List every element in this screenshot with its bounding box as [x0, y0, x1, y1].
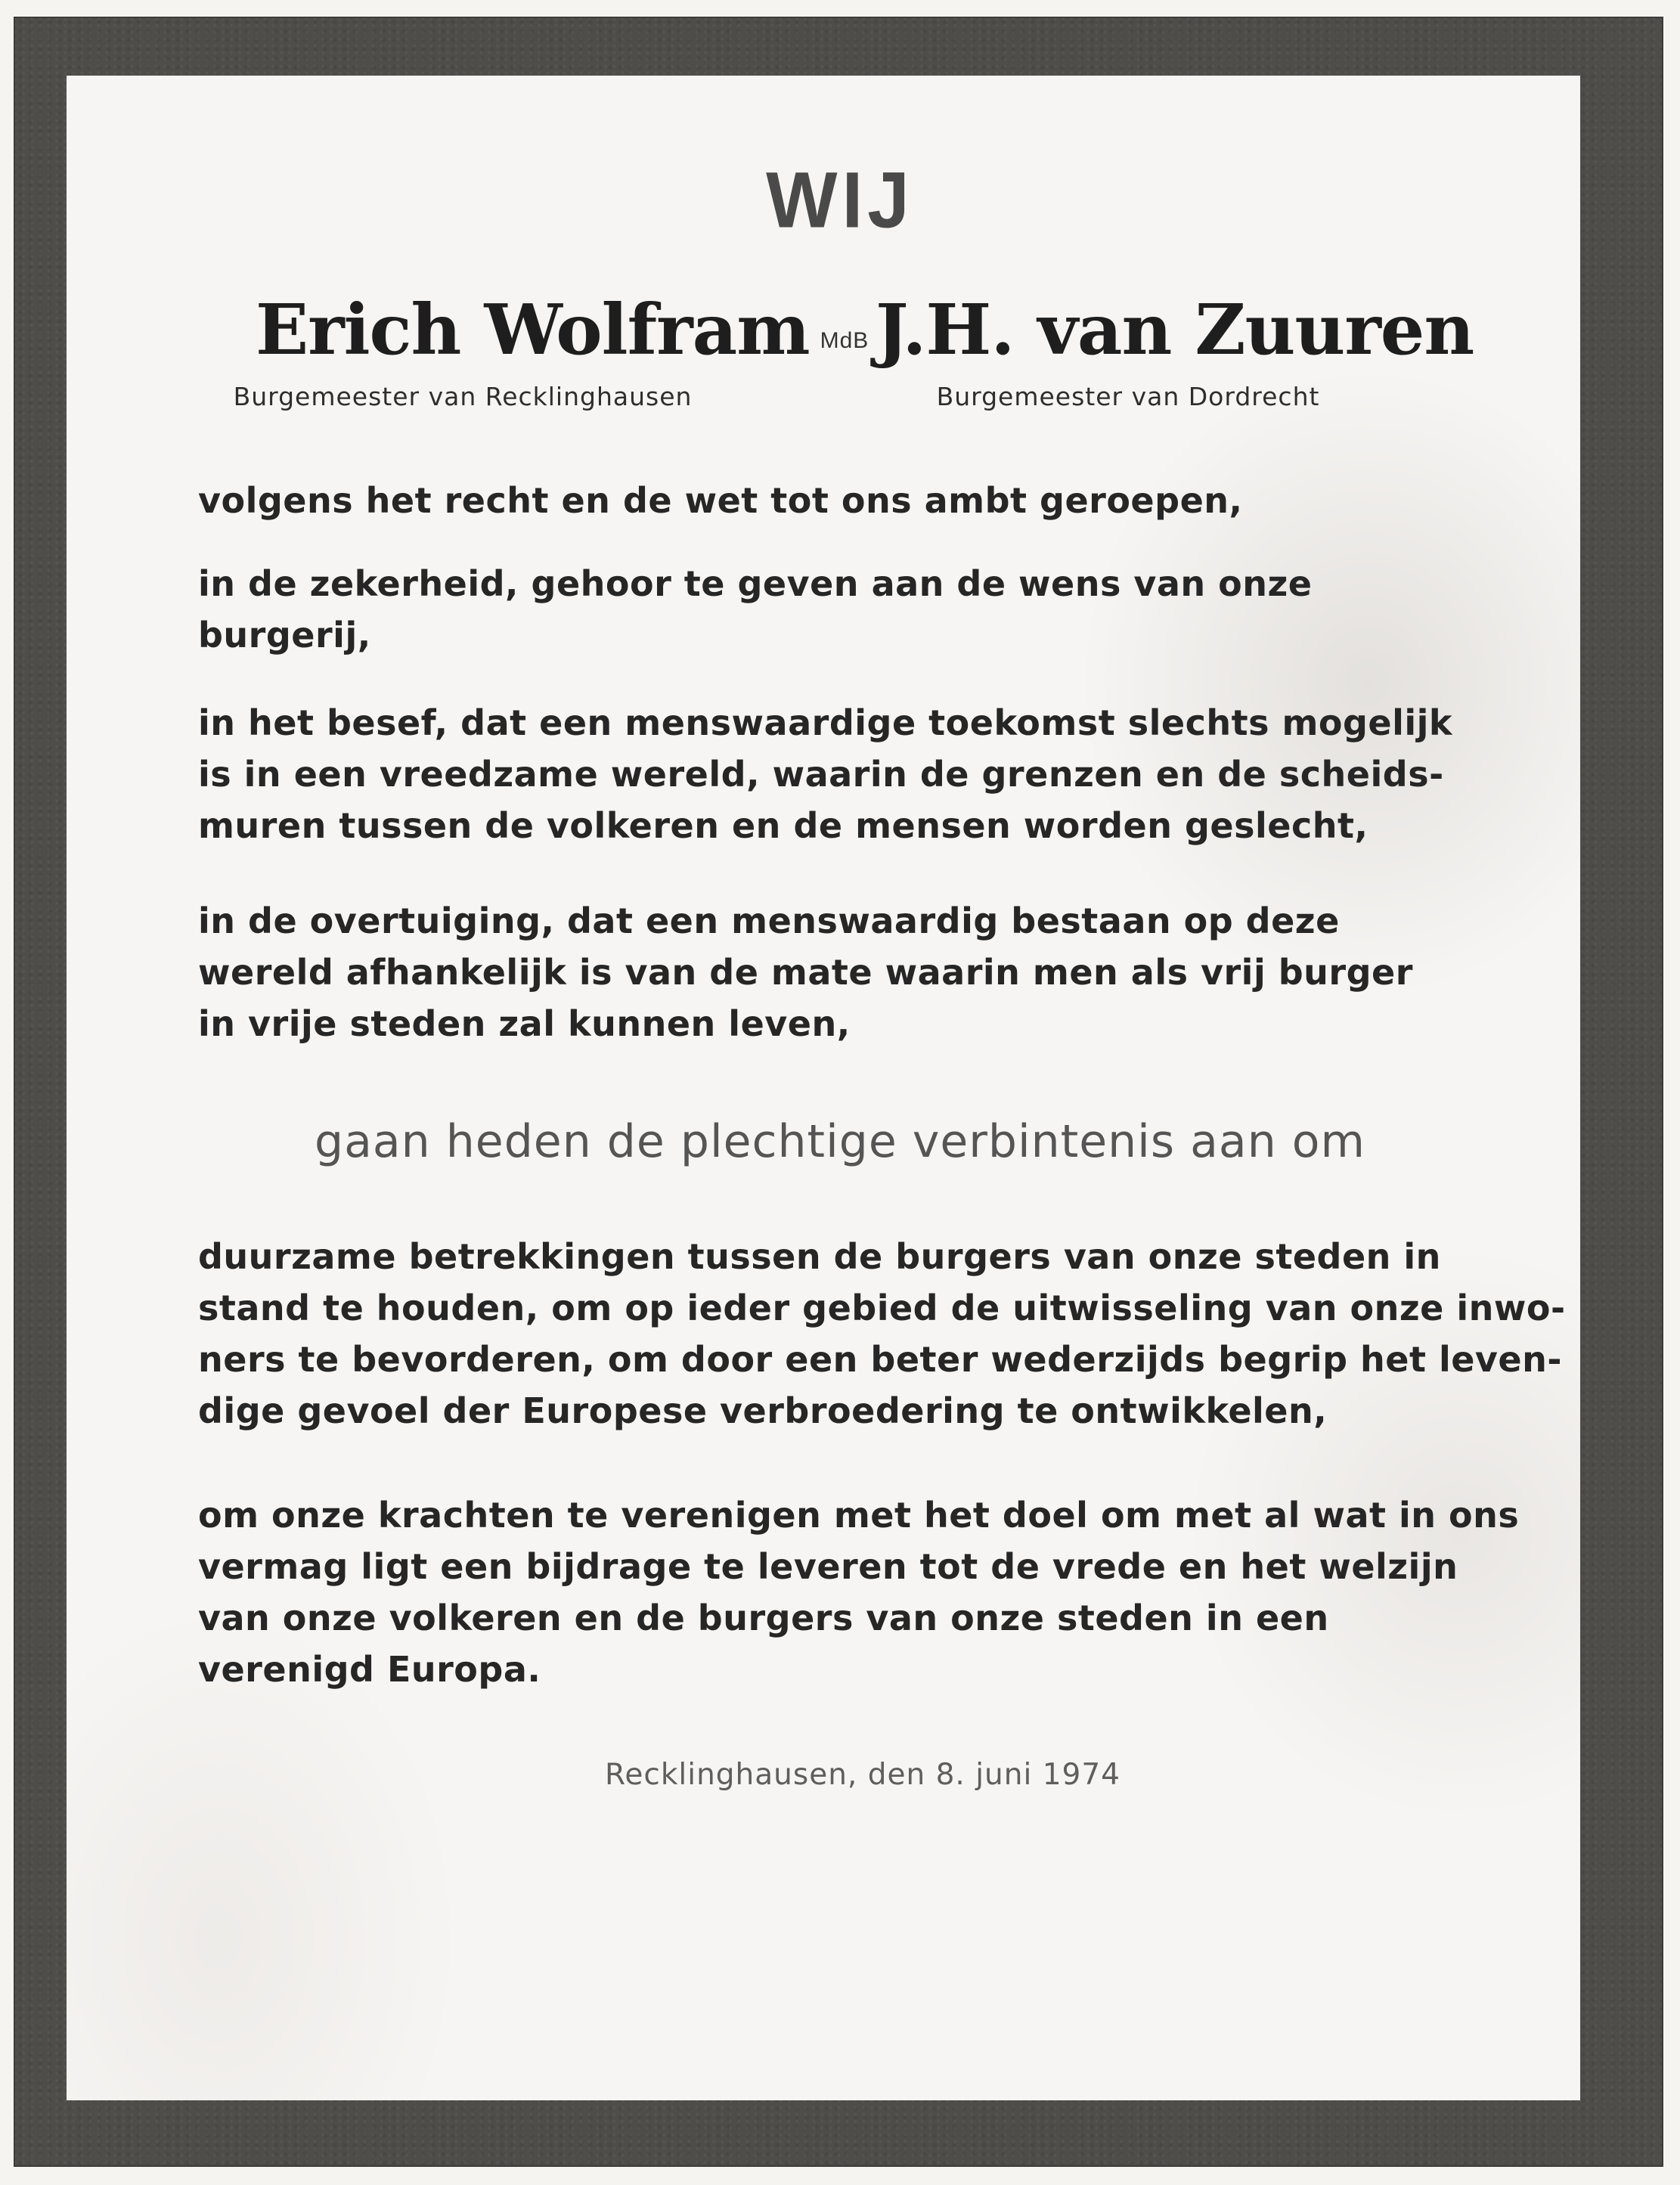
signatory-name: Erich Wolfram [256, 289, 810, 370]
text-line: in de zekerheid, gehoor te geven aan de wens van onze [198, 563, 1313, 604]
commitment-paragraph-1 [198, 1231, 1566, 1437]
signatory-name-van-zuuren [876, 289, 1474, 370]
commitment-paragraph-2 [198, 1489, 1520, 1695]
signatory-role-dordrecht: Burgemeester van Dordrecht [936, 382, 1320, 411]
text-line: duurzame betrekkingen tussen de burgers van onze steden in [198, 1236, 1441, 1277]
preamble-paragraph-2 [198, 558, 1483, 661]
signatory-name: J.H. van Zuuren [876, 289, 1474, 370]
text-line: ners te bevorderen, om door een beter wederzijds begrip het leven- [198, 1339, 1562, 1380]
place-and-date: Recklinghausen, den 8. juni 1974 [605, 1758, 1121, 1792]
text-line: is in een vreedzame wereld, waarin de grenzen en de scheids- [198, 754, 1444, 795]
signatory-name-wolfram [256, 289, 869, 370]
text-line: in de overtuiging, dat een menswaardig bestaan op deze [198, 900, 1340, 941]
text-line: stand te houden, om op ieder gebied de uitwisseling van onze inwo- [198, 1288, 1566, 1328]
preamble-paragraph-1 [198, 475, 1483, 526]
text-line: om onze krachten te verenigen met het doel om met al wat in ons [198, 1495, 1520, 1536]
text-line: in het besef, dat een menswaardige toekomst slechts mogelijk [198, 702, 1453, 743]
preamble-paragraph-4 [198, 895, 1483, 1049]
signatory-role-recklinghausen: Burgemeester van Recklinghausen [233, 382, 693, 411]
text-line: vermag ligt een bijdrage te leveren tot de vrede en het welzijn [198, 1546, 1458, 1587]
text-line: volgens het recht en de wet tot ons ambt geroepen, [198, 480, 1243, 521]
preamble-paragraph-3 [198, 697, 1483, 851]
text-line: in vrije steden zal kunnen leven, [198, 1003, 851, 1044]
text-line: dige gevoel der Europese verbroedering te ontwikkelen, [198, 1390, 1328, 1431]
text-line: burgerij, [198, 615, 371, 656]
document-sheet [67, 76, 1580, 2100]
signatory-suffix: MdB [820, 328, 869, 353]
text-line: van onze volkeren en de burgers van onze steden in een [198, 1598, 1329, 1638]
text-line: wereld afhankelijk is van de mate waarin men als vrij burger [198, 952, 1413, 993]
document-heading: WIJ [766, 156, 914, 245]
text-line: verenigd Europa. [198, 1649, 541, 1690]
text-line: muren tussen de volkeren en de mensen worden geslecht, [198, 805, 1368, 846]
declaration-line: gaan heden de plechtige verbintenis aan om [315, 1115, 1365, 1168]
